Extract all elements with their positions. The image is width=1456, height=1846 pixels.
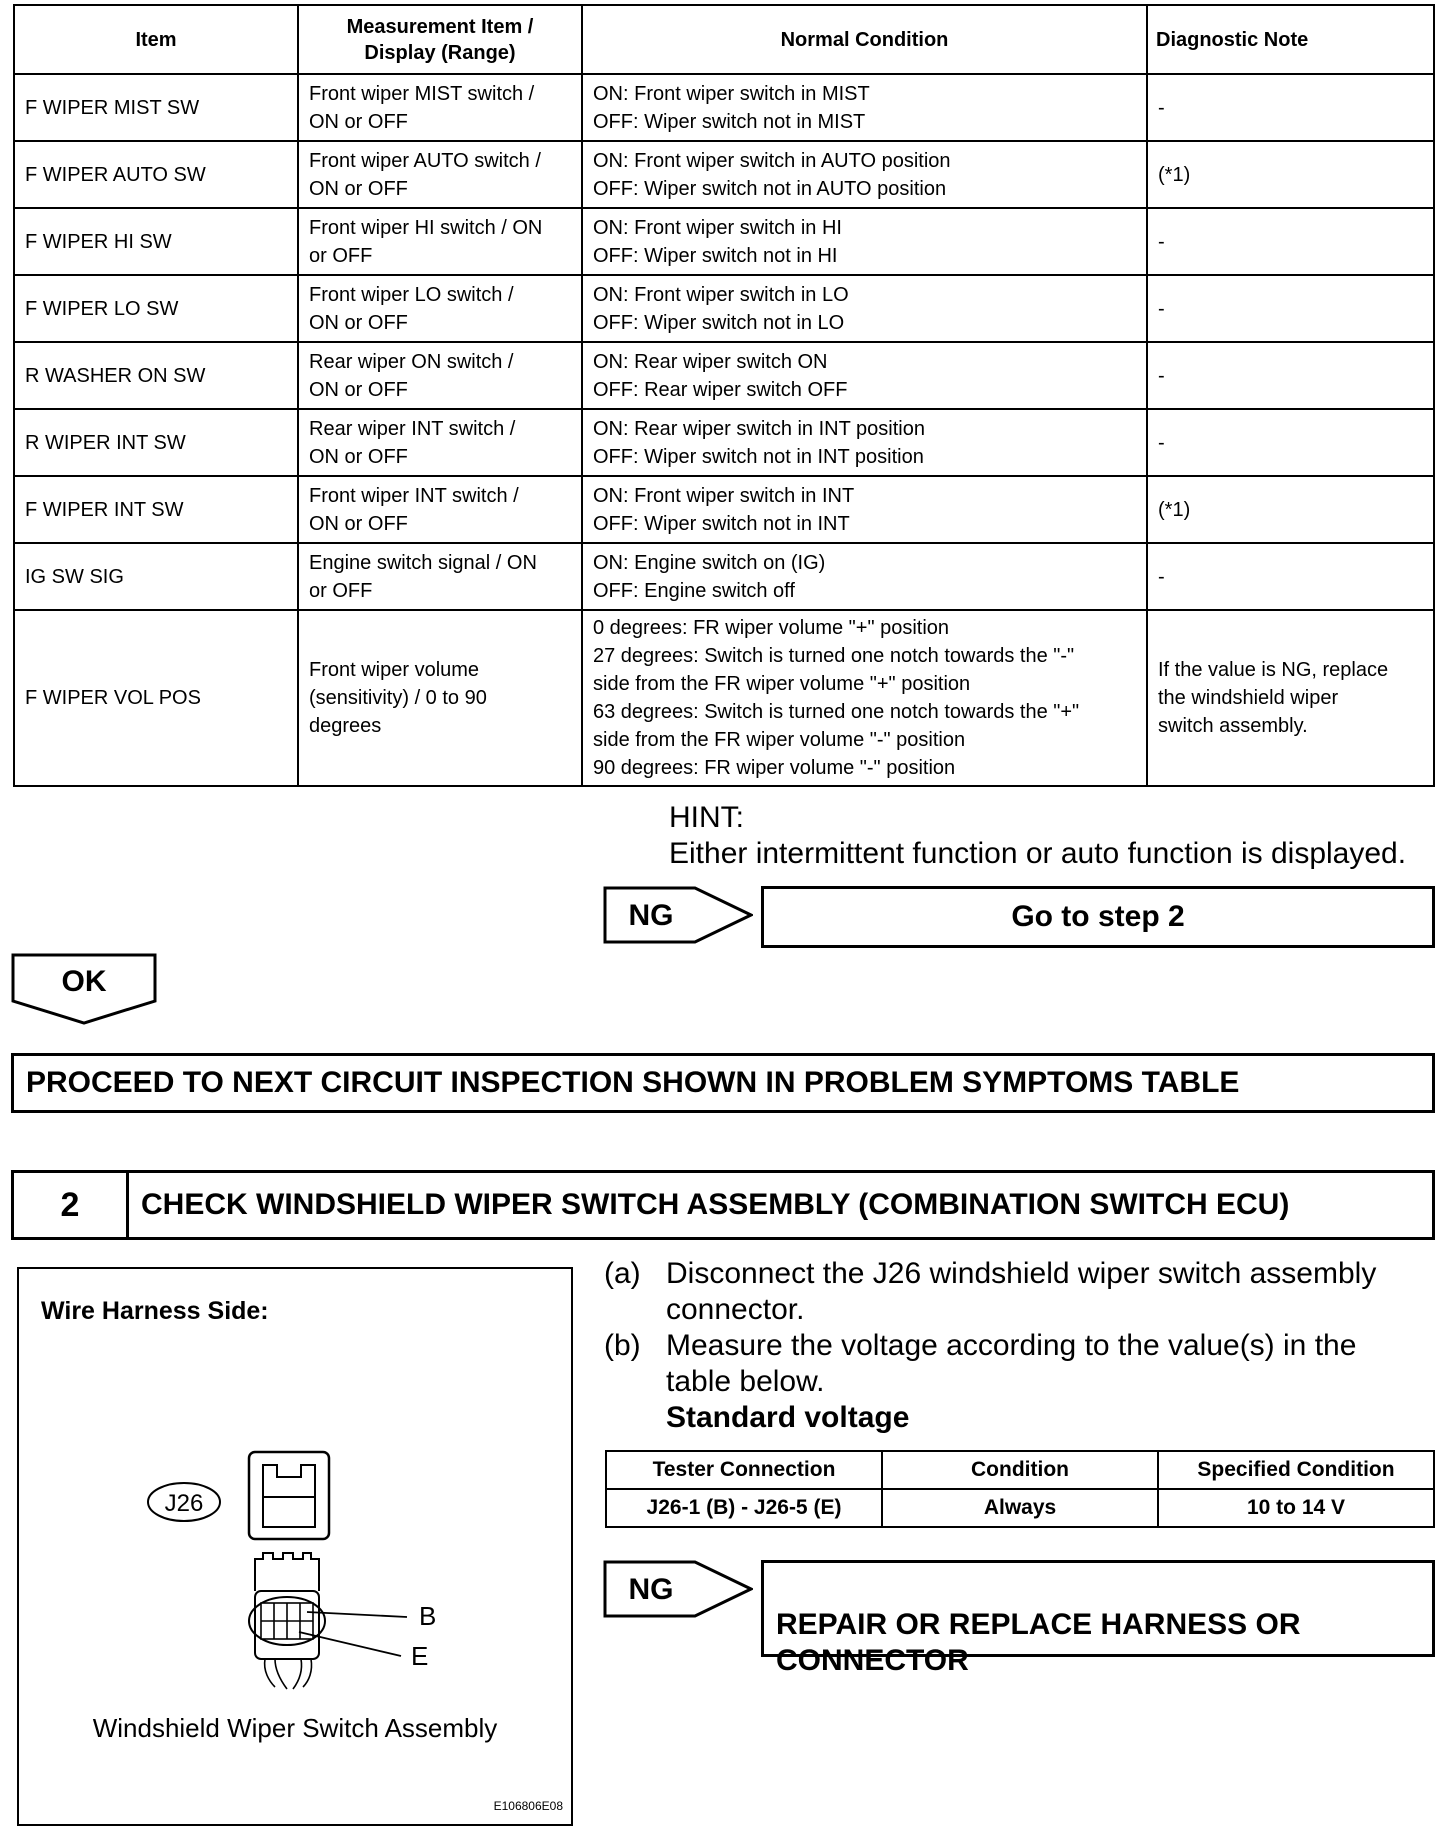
cell-item: R WIPER INT SW xyxy=(14,409,298,476)
pin-label-b: B xyxy=(419,1601,437,1631)
cell-diagnostic: (*1) xyxy=(1147,476,1434,543)
ng-arrow-2 xyxy=(603,1560,753,1618)
figure-caption: Windshield Wiper Switch Assembly xyxy=(92,1713,498,1743)
header-item: Item xyxy=(14,5,298,74)
figure-title: Wire Harness Side: xyxy=(41,1297,269,1325)
cell-item: F WIPER AUTO SW xyxy=(14,141,298,208)
cell-diagnostic: - xyxy=(1147,208,1434,275)
voltage-cell-condition: Always xyxy=(882,1489,1158,1527)
hint-text: Either intermittent function or auto function is displayed. xyxy=(669,837,1407,870)
table-row xyxy=(14,74,1434,141)
connector-figure xyxy=(17,1267,573,1826)
cell-diagnostic: - xyxy=(1147,275,1434,342)
cell-measurement: Front wiper MIST switch / ON or OFF xyxy=(298,74,582,141)
table-row xyxy=(14,275,1434,342)
hint-label: HINT: xyxy=(669,801,744,834)
cell-diagnostic: - xyxy=(1147,409,1434,476)
table-row xyxy=(14,141,1434,208)
cell-normal: ON: Rear wiper switch ON OFF: Rear wiper switch OFF xyxy=(582,342,1147,409)
header-measurement: Measurement Item / Display (Range) xyxy=(298,5,582,74)
cell-measurement: Rear wiper INT switch / ON or OFF xyxy=(298,409,582,476)
cell-normal: ON: Front wiper switch in MIST OFF: Wiper switch not in MIST xyxy=(582,74,1147,141)
cell-measurement: Front wiper HI switch / ON or OFF xyxy=(298,208,582,275)
instruction-b-text: Measure the voltage according to the value(s) in the table below. xyxy=(666,1329,1357,1398)
voltage-cell-specified: 10 to 14 V xyxy=(1158,1489,1434,1527)
data-list-table xyxy=(13,4,1435,787)
cell-diagnostic: - xyxy=(1147,543,1434,610)
cell-diagnostic: (*1) xyxy=(1147,141,1434,208)
cell-measurement: Engine switch signal / ON or OFF xyxy=(298,543,582,610)
ok-arrow xyxy=(11,953,159,1025)
ng-label-2: NG xyxy=(628,1573,674,1606)
cell-diagnostic: If the value is NG, replace the windshield wiper switch assembly. xyxy=(1147,610,1434,786)
cell-measurement: Front wiper INT switch / ON or OFF xyxy=(298,476,582,543)
step-title: CHECK WINDSHIELD WIPER SWITCH ASSEMBLY (COMBINATION SWITCH ECU) xyxy=(141,1188,1290,1221)
connector-face-icon xyxy=(249,1452,329,1539)
step-number: 2 xyxy=(14,1173,129,1237)
instruction-a xyxy=(604,1256,1444,1336)
voltage-header-row xyxy=(606,1451,1434,1489)
cell-measurement: Front wiper volume (sensitivity) / 0 to 90 degrees xyxy=(298,610,582,786)
leader-line-b xyxy=(307,1612,407,1617)
connector-label: J26 xyxy=(164,1490,204,1517)
repair-harness-box[interactable] xyxy=(761,1560,1435,1677)
ng-arrow-1 xyxy=(603,886,753,944)
repair-harness-text: REPAIR OR REPLACE HARNESS OR CONNECTOR xyxy=(776,1608,1301,1677)
instruction-b-label: (b) xyxy=(604,1329,641,1362)
cell-item: F WIPER VOL POS xyxy=(14,610,298,786)
table-row xyxy=(14,342,1434,409)
instruction-a-label: (a) xyxy=(604,1257,641,1290)
table-row xyxy=(14,409,1434,476)
cell-diagnostic: - xyxy=(1147,342,1434,409)
voltage-header-tester: Tester Connection xyxy=(606,1451,882,1489)
standard-voltage-table xyxy=(605,1450,1435,1528)
go-to-step-2-text: Go to step 2 xyxy=(1011,900,1185,933)
cell-item: IG SW SIG xyxy=(14,543,298,610)
table-row xyxy=(14,543,1434,610)
cell-normal: ON: Engine switch on (IG) OFF: Engine switch off xyxy=(582,543,1147,610)
proceed-text: PROCEED TO NEXT CIRCUIT INSPECTION SHOWN IN PROBLEM SYMPTOMS TABLE xyxy=(26,1066,1240,1099)
table-row xyxy=(14,476,1434,543)
cell-measurement: Rear wiper ON switch / ON or OFF xyxy=(298,342,582,409)
table-row xyxy=(14,610,1434,786)
cell-normal: 0 degrees: FR wiper volume "+" position 27 degrees: Switch is turned one notch towards the "-" side from the FR wiper volume "+" position 63 degrees: Switch is turned one notch towards the "+" side from the FR wiper volume "-" position 90 degrees: FR wiper volume "-" position xyxy=(582,610,1147,786)
instruction-b xyxy=(604,1328,1444,1408)
cell-diagnostic: - xyxy=(1147,74,1434,141)
connector-harness-icon xyxy=(249,1553,325,1689)
cell-normal: ON: Front wiper switch in AUTO position OFF: Wiper switch not in AUTO position xyxy=(582,141,1147,208)
cell-normal: ON: Front wiper switch in LO OFF: Wiper switch not in LO xyxy=(582,275,1147,342)
cell-item: F WIPER LO SW xyxy=(14,275,298,342)
cell-item: F WIPER HI SW xyxy=(14,208,298,275)
cell-item: R WASHER ON SW xyxy=(14,342,298,409)
voltage-cell-tester: J26-1 (B) - J26-5 (E) xyxy=(606,1489,882,1527)
cell-item: F WIPER MIST SW xyxy=(14,74,298,141)
cell-normal: ON: Front wiper switch in HI OFF: Wiper switch not in HI xyxy=(582,208,1147,275)
voltage-header-condition: Condition xyxy=(882,1451,1158,1489)
ng-label-1: NG xyxy=(628,899,674,932)
instruction-a-text: Disconnect the J26 windshield wiper switch assembly connector. xyxy=(666,1257,1377,1326)
proceed-box[interactable] xyxy=(11,1053,1435,1113)
header-normal-condition: Normal Condition xyxy=(582,5,1147,74)
cell-measurement: Front wiper AUTO switch / ON or OFF xyxy=(298,141,582,208)
figure-code: E106806E08 xyxy=(493,1799,563,1813)
cell-normal: ON: Rear wiper switch in INT position OFF: Wiper switch not in INT position xyxy=(582,409,1147,476)
pin-label-e: E xyxy=(411,1641,429,1671)
header-diagnostic-note: Diagnostic Note xyxy=(1147,5,1434,74)
table-row xyxy=(14,208,1434,275)
go-to-step-2-box[interactable] xyxy=(761,886,1435,948)
table-row xyxy=(606,1489,1434,1527)
standard-voltage-title: Standard voltage xyxy=(666,1401,910,1434)
step-2-header xyxy=(11,1170,1435,1240)
table-header-row xyxy=(14,5,1434,74)
voltage-header-specified: Specified Condition xyxy=(1158,1451,1434,1489)
cell-normal: ON: Front wiper switch in INT OFF: Wiper switch not in INT xyxy=(582,476,1147,543)
ok-label: OK xyxy=(61,965,107,998)
cell-item: F WIPER INT SW xyxy=(14,476,298,543)
cell-measurement: Front wiper LO switch / ON or OFF xyxy=(298,275,582,342)
